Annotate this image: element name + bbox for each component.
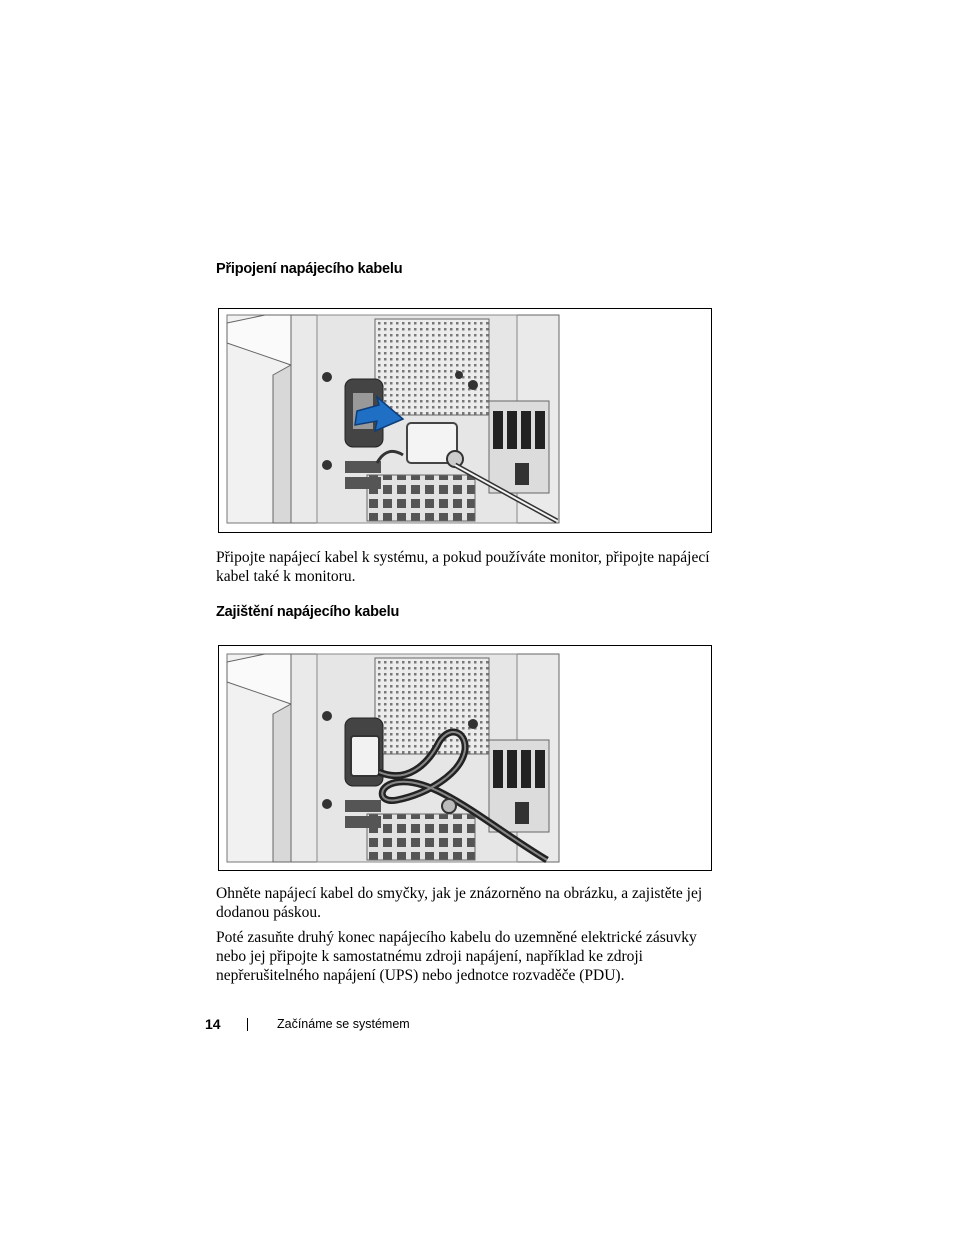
section-heading-secure: Zajištění napájecího kabelu <box>216 604 400 620</box>
footer-chapter-title: Začínáme se systémem <box>277 1017 410 1031</box>
figure-secure-power-cable <box>218 645 712 871</box>
page-number: 14 <box>205 1016 221 1032</box>
paragraph-secure-loop: Ohněte napájecí kabel do smyčky, jak je znázorněno na obrázku, a zajistěte jej dodanou páskou. <box>216 885 703 921</box>
paragraph-connect: Připojte napájecí kabel k systému, a pokud používáte monitor, připojte napájecí kabel také k monitoru. <box>216 549 710 585</box>
paragraph-secure-outlet: Poté zasuňte druhý konec napájecího kabelu do uzemněné elektrické zásuvky nebo jej připojte k samostatnému zdroji napájení, například ke zdroji nepřerušitelného napájení (UPS) nebo jednotce rozvaděče (PDU). <box>216 929 697 984</box>
section-heading-connect: Připojení napájecího kabelu <box>216 261 403 277</box>
footer-separator <box>247 1018 248 1031</box>
figure-connect-power-cable <box>218 308 712 533</box>
illustration-connect-power-cable <box>219 309 711 532</box>
illustration-secure-power-cable <box>219 646 711 870</box>
